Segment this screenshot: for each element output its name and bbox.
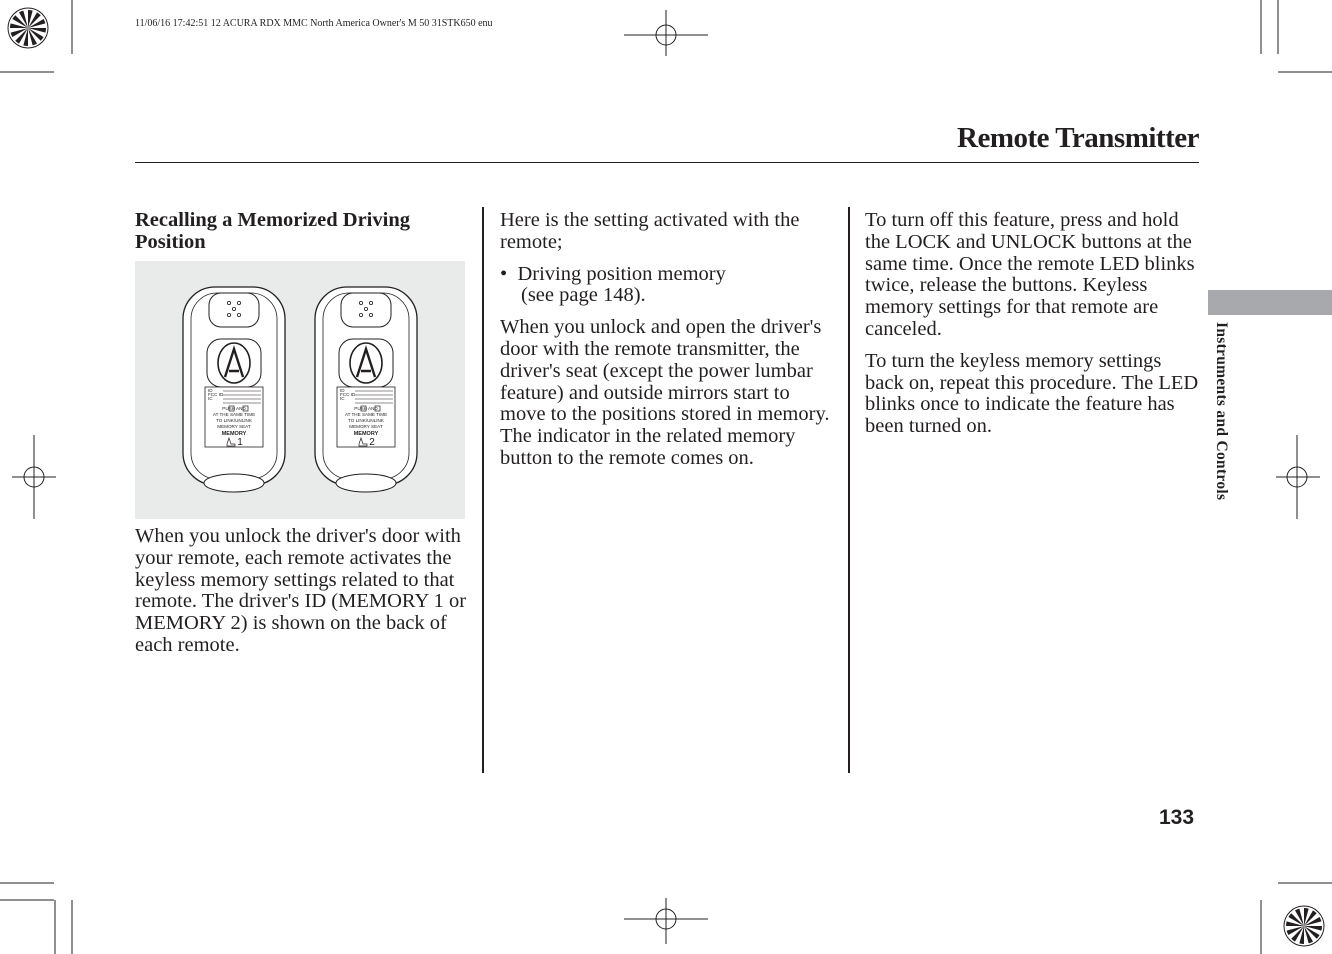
column-divider-1 [482, 207, 484, 773]
fob-label-line: PUSH AND [354, 406, 378, 411]
column-2 [500, 210, 832, 480]
column-3 [865, 210, 1201, 448]
column-divider-2 [848, 207, 850, 773]
title-rule [135, 162, 1199, 163]
fob-label-line: IC [340, 396, 345, 401]
fob-label-line: FCC ID [340, 392, 356, 397]
fob-label-line: ID [208, 388, 213, 393]
column-3-paragraph-1: To turn off this feature, press and hold the LOCK and UNLOCK buttons at the same time. Once the remote LED blinks twice, release the buttons. Keyless memory settings for that remote are canceled. [865, 209, 1195, 340]
section-heading: Recalling a Memorized Driving Position [135, 209, 410, 253]
fob-label-line: MEMORY SEAT [349, 424, 383, 429]
fob-memory-number: 1 [237, 437, 243, 448]
fob-label-line: AT THE SAME TIME [344, 412, 388, 417]
column-2-intro: Here is the setting activated with the remote; [500, 209, 800, 253]
fob-memory-number: 2 [369, 437, 375, 448]
fob-label-line: FCC ID [208, 392, 224, 397]
fob-label-line: TO LINK/UNLINK [348, 418, 384, 423]
remote-illustration [135, 261, 465, 519]
page-title: Remote Transmitter [957, 122, 1199, 154]
column-1-body [135, 526, 475, 667]
fob-label-line: IC [208, 396, 213, 401]
side-tab-text: Instruments and Controls [1213, 322, 1230, 501]
column-2-paragraph: When you unlock and open the driver's door with the remote transmitter, the driver's seat (except the power lumbar feature) and outside mirrors start to move to the positions stored in memory. The indicator in the related memory button to the remote comes on. [500, 316, 830, 469]
bullet-text: Driving position memory (see page 148). [517, 262, 726, 307]
bullet-item: • Driving position memory (see page 148). [500, 262, 726, 307]
remote-figure [135, 261, 465, 519]
section-tab [1208, 290, 1332, 315]
column-1 [135, 210, 475, 264]
fob-label-line: PUSH AND [222, 406, 246, 411]
fob-label-line: MEMORY SEAT [217, 424, 251, 429]
fob-label-line: AT THE SAME TIME [212, 412, 256, 417]
side-tab-label [1206, 322, 1236, 532]
fob-memory-label: MEMORY [221, 431, 247, 437]
remote-fob [183, 287, 285, 492]
page-number: 133 [1159, 806, 1195, 829]
fob-label-line: ID [340, 388, 345, 393]
print-slug: 11/06/16 17:42:51 12 ACURA RDX MMC North America Owner's M 50 31STK650 enu [135, 18, 493, 29]
column-1-paragraph: When you unlock the driver's door with your remote, each remote activates the keyless memory settings related to that remote. The driver's ID (MEMORY 1 or MEMORY 2) is shown on the back of each remote. [135, 525, 467, 656]
fob-memory-label: MEMORY [353, 431, 379, 437]
remote-fob [315, 287, 417, 492]
column-3-paragraph-2: To turn the keyless memory settings back on, repeat this procedure. The LED blinks once to indicate the feature has been turned on. [865, 349, 1199, 438]
fob-label-line: TO LINK/UNLINK [216, 418, 252, 423]
